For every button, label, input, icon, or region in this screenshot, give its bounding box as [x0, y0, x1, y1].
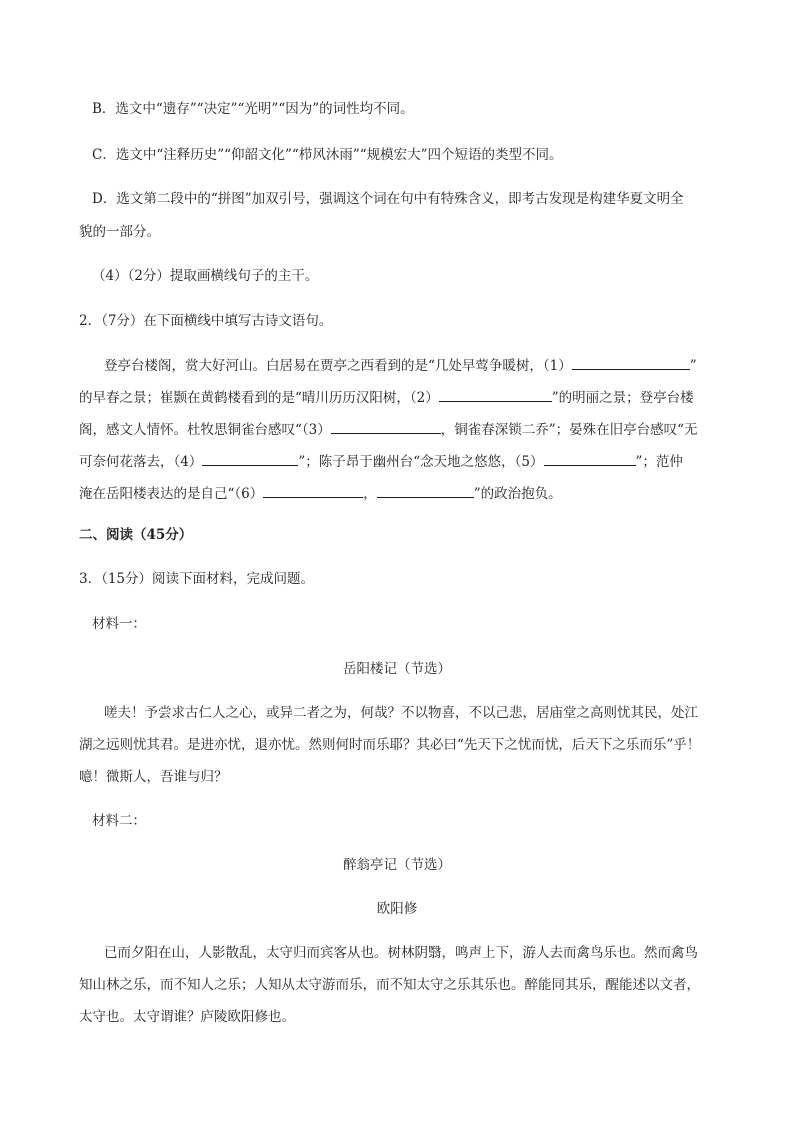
material-2-line3: 太守也。太守谓谁？庐陵欧阳修也。: [79, 1009, 295, 1025]
material-1-line2: 湖之远则忧其君。是进亦忧，退亦忧。然则何时而乐耶？其必曰“先天下之忧而忧，后天下之乐而乐”乎！: [79, 737, 701, 753]
option-d-line2: 貌的一部分。: [79, 224, 160, 240]
material-2-line1: 已而夕阳在山，人影散乱，太守归而宾客从也。树林阴翳，鸣声上下，游人去而禽鸟乐也。然而禽鸟: [104, 945, 698, 961]
question-2-line4: [79, 451, 683, 472]
answer-blank-5[interactable]: [544, 451, 636, 466]
material-2-title: 醉翁亭记（节选）: [343, 857, 451, 873]
q2-text-4c: ”；范仲: [635, 454, 683, 470]
material-1-label: 材料一：: [92, 616, 146, 632]
answer-blank-2[interactable]: [439, 387, 552, 402]
option-b: B．选文中“遗存”“决定”“光明”“因为”的词性均不同。: [92, 101, 414, 117]
q2-text-5c: ”的政治抱负。: [473, 486, 562, 502]
answer-blank-1[interactable]: [572, 355, 690, 370]
answer-blank-6a[interactable]: [263, 483, 363, 498]
question-2-line5: [79, 483, 562, 504]
q2-text-3b: ，铜雀春深锁二乔”；晏殊在旧亭台感叹“无: [440, 422, 698, 438]
question-2-title: 2．（7分）在下面横线中填写古诗文语句。: [79, 313, 333, 329]
question-2-line3: [79, 419, 698, 440]
q2-text-1b: ”: [689, 358, 697, 374]
material-2-line2: 知山林之乐，而不知人之乐；人知从太守游而乐，而不知太守之乐其乐也。醉能同其乐，醒能述以文者，: [79, 977, 700, 993]
answer-blank-4[interactable]: [202, 451, 298, 466]
option-d-line1: D．选文第二段中的“拼图”加双引号，强调这个词在句中有特殊含义，即考古发现是构建华夏文明全: [92, 191, 684, 207]
material-2-author: 欧阳修: [376, 901, 418, 917]
q2-text-2b: ”的明丽之景；登亭台楼: [551, 390, 694, 406]
q2-text-4b: ”；陈子昂于幽州台“念天地之悠悠，（5）: [298, 454, 544, 470]
q2-text-5a: 淹在岳阳楼表达的是自己“（6）: [79, 486, 264, 502]
section-reading-heading: 二、阅读（45分）: [79, 527, 193, 543]
material-2-label: 材料二：: [92, 813, 146, 829]
question-2-line2: [79, 387, 694, 408]
answer-blank-6b[interactable]: [377, 483, 474, 498]
material-1-line1: 嗟夫！予尝求古仁人之心，或异二者之为，何哉？不以物喜，不以己悲，居庙堂之高则忧其民，处江: [104, 705, 698, 721]
q2-text-1a: 登亭台楼阁，赏大好河山。白居易在贾亭之西看到的是“几处早莺争暖树，（1）: [104, 358, 572, 374]
option-c: C．选文中“注释历史”“仰韶文化”“栉风沐雨”“规模宏大”四个短语的类型不同。: [92, 147, 563, 163]
q2-text-5b: ，: [363, 486, 377, 502]
question-1-4: （4）（2分）提取画横线句子的主干。: [92, 268, 319, 284]
material-1-line3: 噫！微斯人，吾谁与归？: [79, 769, 228, 785]
material-1-title: 岳阳楼记（节选）: [343, 661, 451, 677]
question-3-title: 3．（15分）阅读下面材料，完成问题。: [79, 571, 315, 587]
answer-blank-3[interactable]: [331, 419, 441, 434]
q2-text-3a: 阁，感文人情怀。杜牧思铜雀台感叹“（3）: [79, 422, 331, 438]
q2-text-4a: 可奈何花落去，（4）: [79, 454, 203, 470]
question-2-line1: [104, 355, 697, 376]
q2-text-2a: 的早春之景；崔颢在黄鹤楼看到的是“晴川历历汉阳树，（2）: [79, 390, 439, 406]
